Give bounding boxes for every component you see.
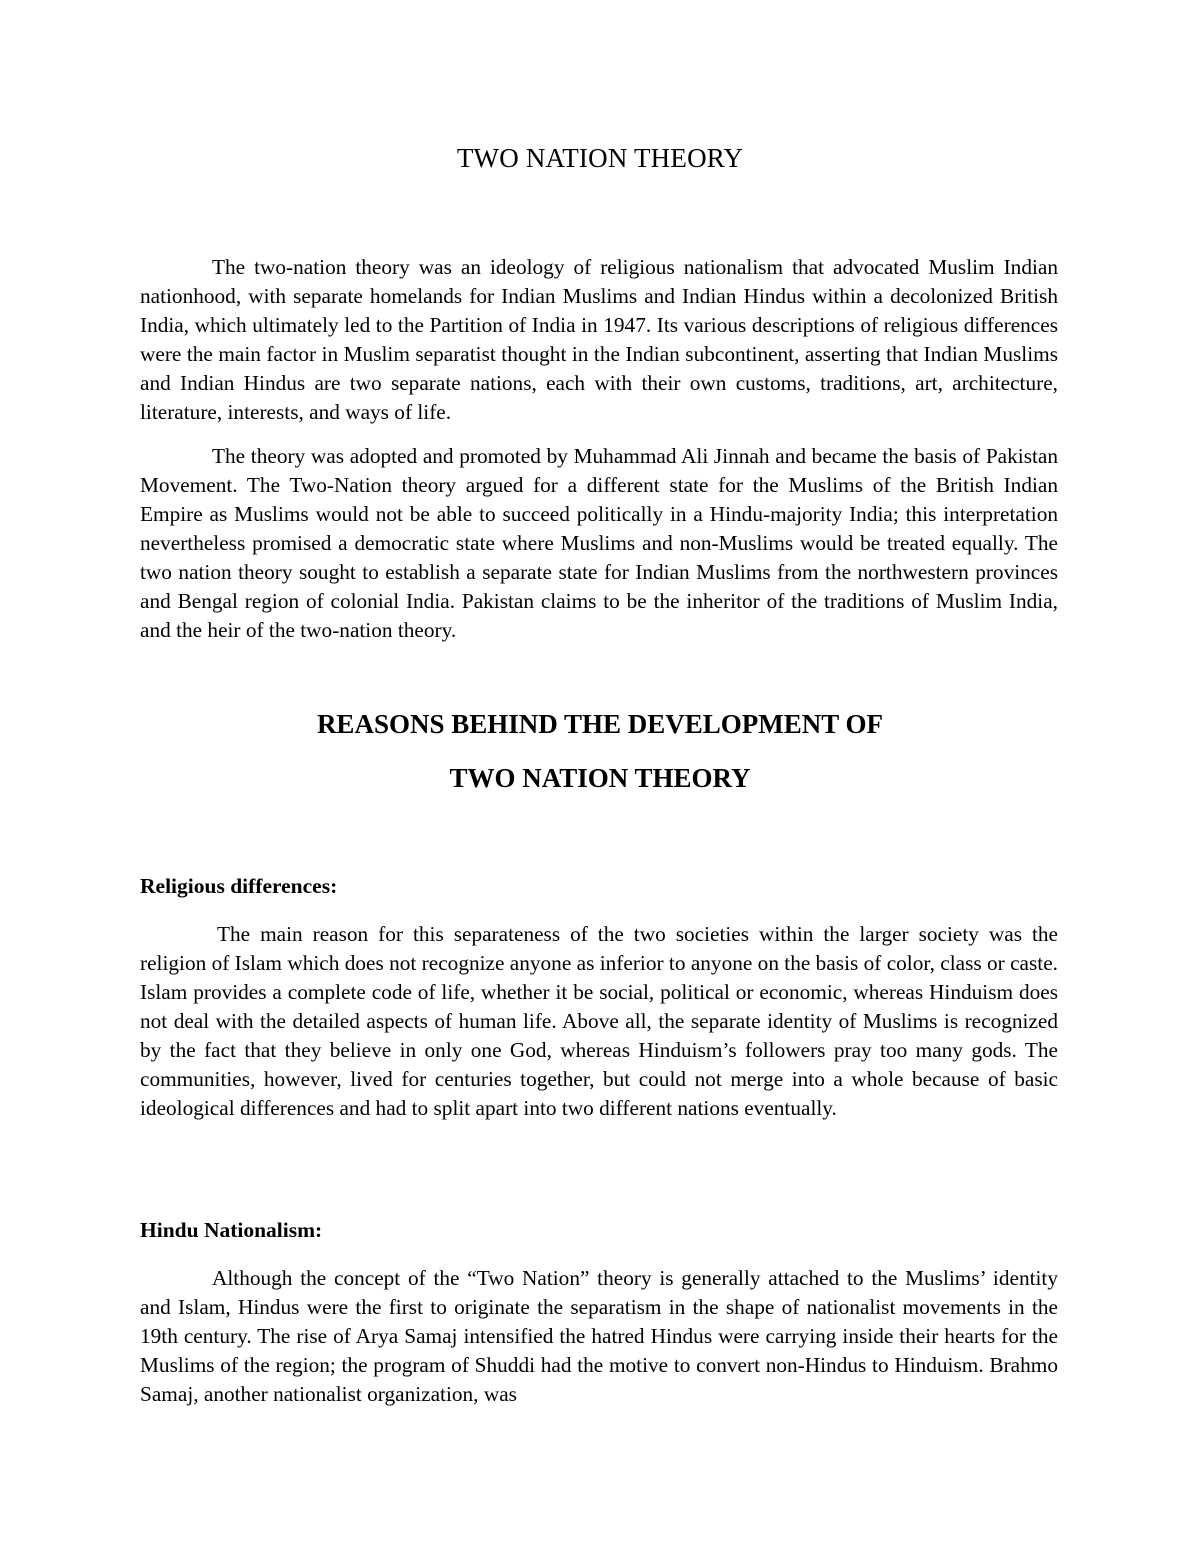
section-heading-religious-differences: Religious differences: (140, 874, 338, 898)
reasons-heading-line-2: TWO NATION THEORY (449, 763, 751, 793)
intro-paragraph-2: The theory was adopted and promoted by Muhammad Ali Jinnah and became the basis of Pakistan Movement. The Two-Nation theory argued for a different state for the Muslims of the British Indian Empire as Muslims would not be able to succeed politically in a Hindu-majority India; this interpretation nevertheless promised a democratic state where Muslims and non-Muslims would be treated equally. The two nation theory sought to establish a separate state for Indian Muslims from the northwestern provinces and Bengal region of colonial India. Pakistan claims to be the inheritor of the traditions of Muslim India, and the heir of the two-nation theory. (140, 444, 1058, 642)
section-heading-hindu-nationalism: Hindu Nationalism: (140, 1218, 323, 1242)
intro-paragraph-1: The two-nation theory was an ideology of religious nationalism that advocated Muslim Indian nationhood, with separate homelands for Indian Muslims and Indian Hindus within a decolonized British India, which ultimately led to the Partition of India in 1947. Its various descriptions of religious differences were the main factor in Muslim separatist thought in the Indian subcontinent, asserting that Indian Muslims and Indian Hindus are two separate nations, each with their own customs, traditions, art, architecture, literature, interests, and ways of life. (140, 255, 1058, 424)
section-body-religious-differences: The main reason for this separateness of the two societies within the larger society was the religion of Islam which does not recognize anyone as inferior to anyone on the basis of color, class or caste. Islam provides a complete code of life, whether it be social, political or economic, whereas Hinduism does not deal with the detailed aspects of human life. Above all, the separate identity of Muslims is recognized by the fact that they believe in only one God, whereas Hinduism’s followers pray too many gods. The communities, however, lived for centuries together, but could not merge into a whole because of basic ideological differences and had to split apart into two different nations eventually. (140, 922, 1058, 1120)
section-body-hindu-nationalism: Although the concept of the “Two Nation” theory is generally attached to the Muslims’ identity and Islam, Hindus were the first to originate the separatism in the shape of nationalist movements in the 19th century. The rise of Arya Samaj intensified the hatred Hindus were carrying inside their hearts for the Muslims of the region; the program of Shuddi had the motive to convert non-Hindus to Hinduism. Brahmo Samaj, another nationalist organization, was (140, 1266, 1058, 1406)
document-title: TWO NATION THEORY (456, 143, 744, 173)
reasons-heading-line-1: REASONS BEHIND THE DEVELOPMENT OF (316, 709, 884, 739)
